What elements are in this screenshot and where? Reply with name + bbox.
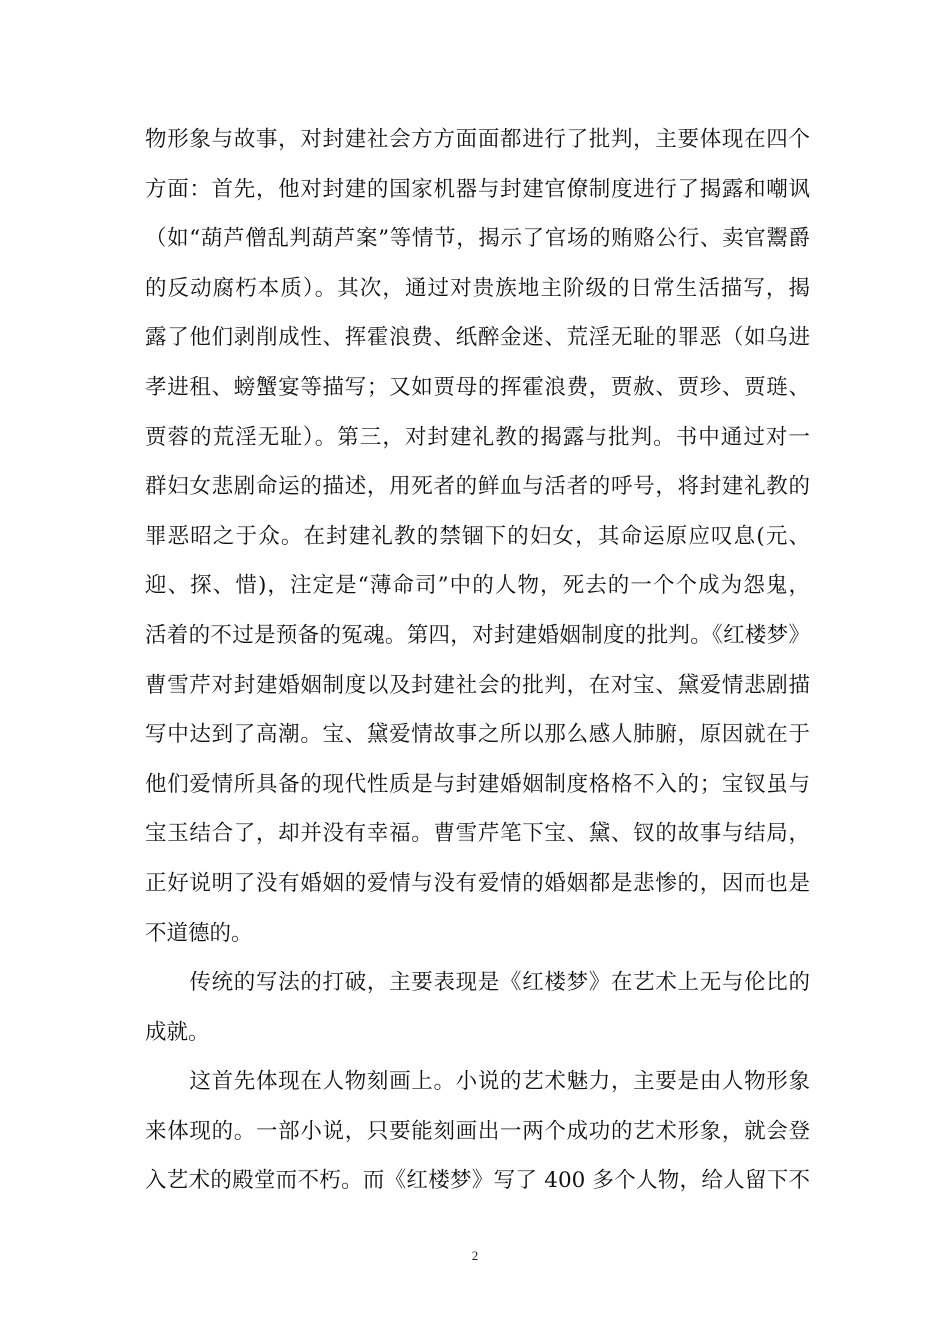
text-line: 物形象与故事，对封建社会方方面面都进行了批判，主要体现在四个: [145, 127, 810, 152]
text-line: 这首先体现在人物刻画上。小说的艺术魅力，主要是由人物形象: [145, 1069, 810, 1095]
text-line: 正好说明了没有婚姻的爱情与没有爱情的婚姻都是悲惨的，因而也是: [145, 870, 810, 896]
text-line: 曹雪芹对封建婚姻制度以及封建社会的批判，在对宝、黛爱情悲剧描: [145, 672, 810, 698]
text-line: 迎、探、惜)，注定是“薄命司”中的人物，死去的一个个成为怨鬼，: [145, 573, 810, 599]
text-line: 罪恶昭之于众。在封建礼教的禁锢下的妇女，其命运原应叹息(元、: [145, 523, 810, 549]
text-line: 他们爱情所具备的现代性质是与封建婚姻制度格格不入的；宝钗虽与: [145, 771, 810, 797]
text-line: 传统的写法的打破，主要表现是《红楼梦》在艺术上无与伦比的: [145, 970, 810, 996]
text-line: 的反动腐朽本质）。其次，通过对贵族地主阶级的日常生活描写，揭: [145, 275, 810, 301]
text-line: 活着的不过是预备的冤魂。第四，对封建婚姻制度的批判。《红楼梦》: [145, 622, 810, 648]
text-line: 群妇女悲剧命运的描述，用死者的鲜血与活者的呼号，将封建礼教的: [145, 474, 810, 500]
body-text: [145, 115, 810, 1206]
text-line: 孝进租、螃蟹宴等描写；又如贾母的挥霍浪费，贾赦、贾珍、贾琏、: [145, 374, 810, 400]
text-line: 宝玉结合了，却并没有幸福。曹雪芹笔下宝、黛、钗的故事与结局，: [145, 821, 810, 847]
text-line: 露了他们剥削成性、挥霍浪费、纸醉金迷、荒淫无耻的罪恶（如乌进: [145, 325, 810, 351]
text-line: 来体现的。一部小说，只要能刻画出一两个成功的艺术形象，就会登: [145, 1118, 810, 1144]
text-line: 方面：首先，他对封建的国家机器与封建官僚制度进行了揭露和嘲讽: [145, 176, 810, 202]
text-line: 不道德的。: [145, 920, 253, 946]
text-line: 入艺术的殿堂而不朽。而《红楼梦》写了 400 多个人物，给人留下不: [145, 1168, 810, 1194]
page-number: 2: [471, 1248, 479, 1263]
text-line: 贾蓉的荒淫无耻）。第三，对封建礼教的揭露与批判。书中通过对一: [145, 424, 810, 450]
text-line: 写中达到了高潮。宝、黛爱情故事之所以那么感人肺腑，原因就在于: [145, 722, 810, 748]
text-line: （如“葫芦僧乱判葫芦案”等情节，揭示了官场的贿赂公行、卖官鬻爵: [145, 226, 810, 252]
text-line: 成就。: [145, 1019, 210, 1045]
